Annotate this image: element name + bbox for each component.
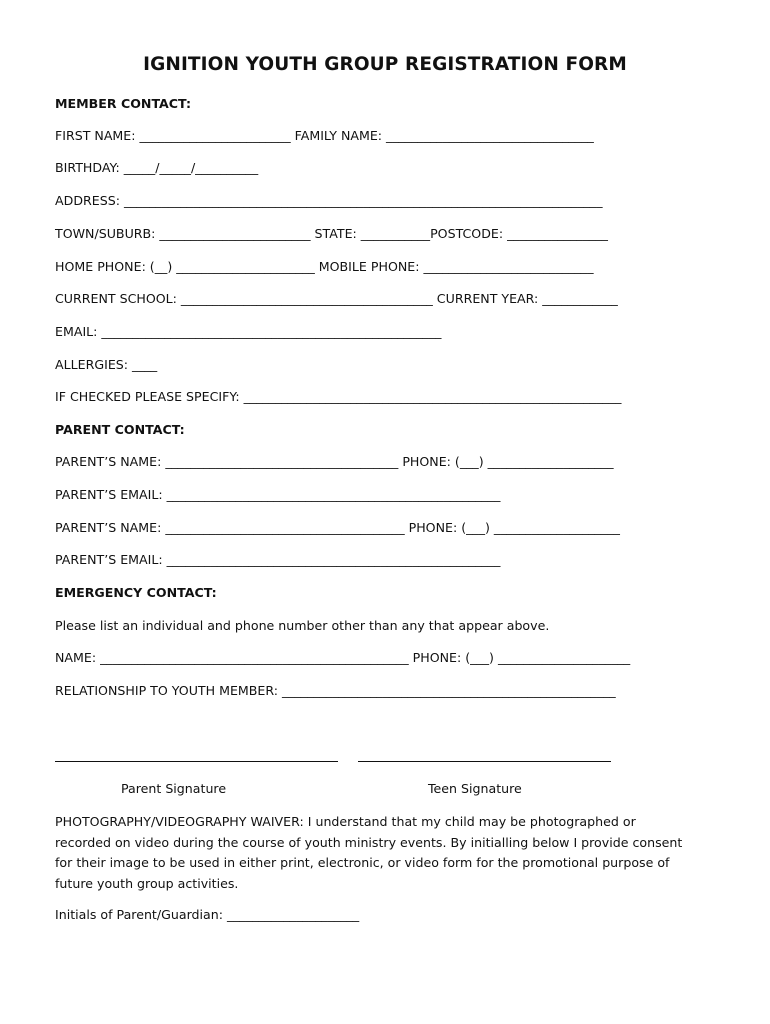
photo-waiver-text: PHOTOGRAPHY/VIDEOGRAPHY WAIVER: I understand that my child may be photographed or recorded on video during the course of youth ministry events. By initialling below I provide consent for their image to be used in either print, electronic, or video form for the promotional purpose of future youth group activities.	[55, 814, 683, 891]
parent1-email-field[interactable]: PARENT’S EMAIL: _____________________________________________________	[55, 487, 501, 502]
form-title: IGNITION YOUTH GROUP REGISTRATION FORM	[143, 54, 627, 75]
town-state-postcode-field[interactable]: TOWN/SUBURB: ________________________ STATE: ___________POSTCODE: ________________	[55, 226, 608, 241]
guardian-initials-field[interactable]: Initials of Parent/Guardian: _____________________	[55, 907, 360, 922]
parent1-name-phone-field[interactable]: PARENT’S NAME: _____________________________________ PHONE: (___) ____________________	[55, 454, 614, 469]
member-contact-heading: MEMBER CONTACT:	[55, 96, 191, 111]
teen-signature-label: Teen Signature	[428, 781, 522, 796]
phone-fields[interactable]: HOME PHONE: (__) ______________________ MOBILE PHONE: ___________________________	[55, 259, 594, 274]
parent2-name-phone-field[interactable]: PARENT’S NAME: ______________________________________ PHONE: (___) ____________________	[55, 520, 620, 535]
emergency-name-phone-field[interactable]: NAME: _________________________________________________ PHONE: (___) _____________________	[55, 650, 631, 665]
parent-contact-heading: PARENT CONTACT:	[55, 422, 185, 437]
parent-signature-line[interactable]	[55, 747, 338, 762]
first-family-name-field[interactable]: FIRST NAME: ________________________ FAMILY NAME: _________________________________	[55, 128, 594, 143]
teen-signature-line[interactable]	[358, 747, 611, 762]
parent2-email-field[interactable]: PARENT’S EMAIL: _____________________________________________________	[55, 552, 501, 567]
parent-signature-label: Parent Signature	[121, 781, 227, 796]
address-field[interactable]: ADDRESS: ____________________________________________________________________________	[55, 193, 603, 208]
school-year-field[interactable]: CURRENT SCHOOL: ________________________________________ CURRENT YEAR: ____________	[55, 291, 618, 306]
email-field[interactable]: EMAIL: ______________________________________________________	[55, 324, 442, 339]
birthday-field[interactable]: BIRTHDAY: _____/_____/__________	[55, 160, 259, 175]
emergency-contact-heading: EMERGENCY CONTACT:	[55, 585, 217, 600]
relationship-field[interactable]: RELATIONSHIP TO YOUTH MEMBER: _____________________________________________________	[55, 683, 616, 698]
allergies-specify-field[interactable]: IF CHECKED PLEASE SPECIFY: ____________________________________________________________	[55, 389, 622, 404]
allergies-field[interactable]: ALLERGIES: ____	[55, 357, 158, 372]
emergency-instructions: Please list an individual and phone number other than any that appear above.	[55, 618, 550, 633]
